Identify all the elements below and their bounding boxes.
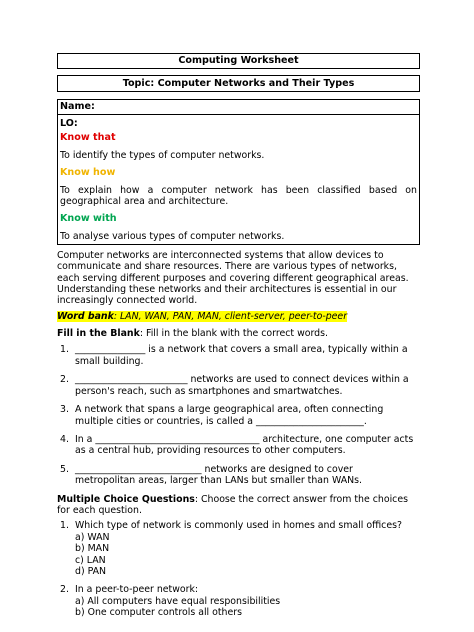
mcq-option: d) PAN	[75, 565, 107, 577]
mcq-instructions	[57, 494, 420, 517]
item-number: 2.	[60, 374, 69, 386]
list-item	[57, 584, 420, 618]
fill-in-instruction: : Fill in the blank with the correct words.	[139, 328, 328, 340]
worksheet-page	[57, 53, 420, 626]
know-with-heading: Know with	[60, 212, 117, 224]
mcq-option: b) MAN	[75, 543, 110, 555]
item-number: 5.	[60, 463, 69, 475]
list-item	[57, 374, 420, 397]
word-bank-words: : LAN, WAN, PAN, MAN, client-server, peer-to-peer	[113, 311, 348, 323]
name-label: Name:	[58, 100, 419, 115]
list-item	[57, 404, 420, 427]
mcq-option: c) LAN	[75, 554, 106, 566]
fill-in-question: ___________________________ networks are designed to cover metropolitan areas, larger than LANs but smaller than WANs.	[75, 463, 363, 487]
lo-label: LO:	[60, 118, 78, 129]
know-how-section	[58, 167, 419, 208]
know-with-section	[58, 213, 419, 243]
item-number: 4.	[60, 433, 69, 445]
mcq-instruction: : Choose the correct answer from the choices for each question.	[57, 493, 408, 516]
fill-in-question: ________________________ networks are used to connect devices within a person's reach, such as smartphones and smartwatches.	[75, 374, 409, 397]
mcq-list	[57, 520, 420, 618]
list-item	[57, 434, 420, 457]
fill-in-list	[57, 344, 420, 486]
know-how-heading: Know how	[60, 166, 116, 178]
worksheet-title: Computing Worksheet	[57, 53, 420, 69]
list-item	[57, 464, 420, 487]
list-item	[57, 344, 420, 367]
list-item	[57, 520, 420, 577]
word-bank	[57, 311, 420, 323]
know-how-text: To explain how a computer network has been classified based on geographical area and architecture.	[60, 184, 417, 207]
item-number: 3.	[60, 404, 69, 416]
mcq-option: a) All computers have equal responsibilities	[75, 595, 281, 607]
know-that-section	[58, 132, 419, 162]
know-that-heading: Know that	[60, 132, 116, 143]
item-number: 2.	[60, 584, 69, 596]
details-table	[57, 99, 420, 245]
mcq-option: a) WAN	[75, 531, 110, 543]
fill-in-question: In a ___________________________________ architecture, one computer acts as a central hub, providing resources to other computers.	[75, 433, 414, 457]
mcq-option: b) One computer controls all others	[75, 607, 243, 619]
intro-paragraph: Computer networks are interconnected systems that allow devices to communicate and share resources. There are various types of networks, each serving different purposes and covering different geographical areas. Understanding these networks and their architectures is essential in our increasingly connected world.	[57, 250, 409, 307]
know-that-text: To identify the types of computer networks.	[60, 150, 265, 161]
mcq-question: Which type of network is commonly used in homes and small offices?	[75, 520, 402, 532]
know-with-text: To analyse various types of computer networks.	[60, 230, 285, 242]
fill-in-question: A network that spans a large geographical area, often connecting multiple cities or countries, is called a _______________________.	[75, 404, 384, 427]
item-number: 1.	[60, 344, 69, 356]
mcq-label: Multiple Choice Questions	[57, 493, 195, 505]
mcq-question: In a peer-to-peer network:	[75, 584, 199, 596]
fill-in-instructions	[57, 328, 420, 340]
item-number: 1.	[60, 520, 69, 532]
word-bank-label: Word bank	[57, 311, 114, 323]
fill-in-question: _______________ is a network that covers a small area, typically within a small building.	[75, 344, 408, 367]
topic-heading: Topic: Computer Networks and Their Types	[57, 75, 420, 92]
fill-in-label: Fill in the Blank	[57, 328, 140, 340]
